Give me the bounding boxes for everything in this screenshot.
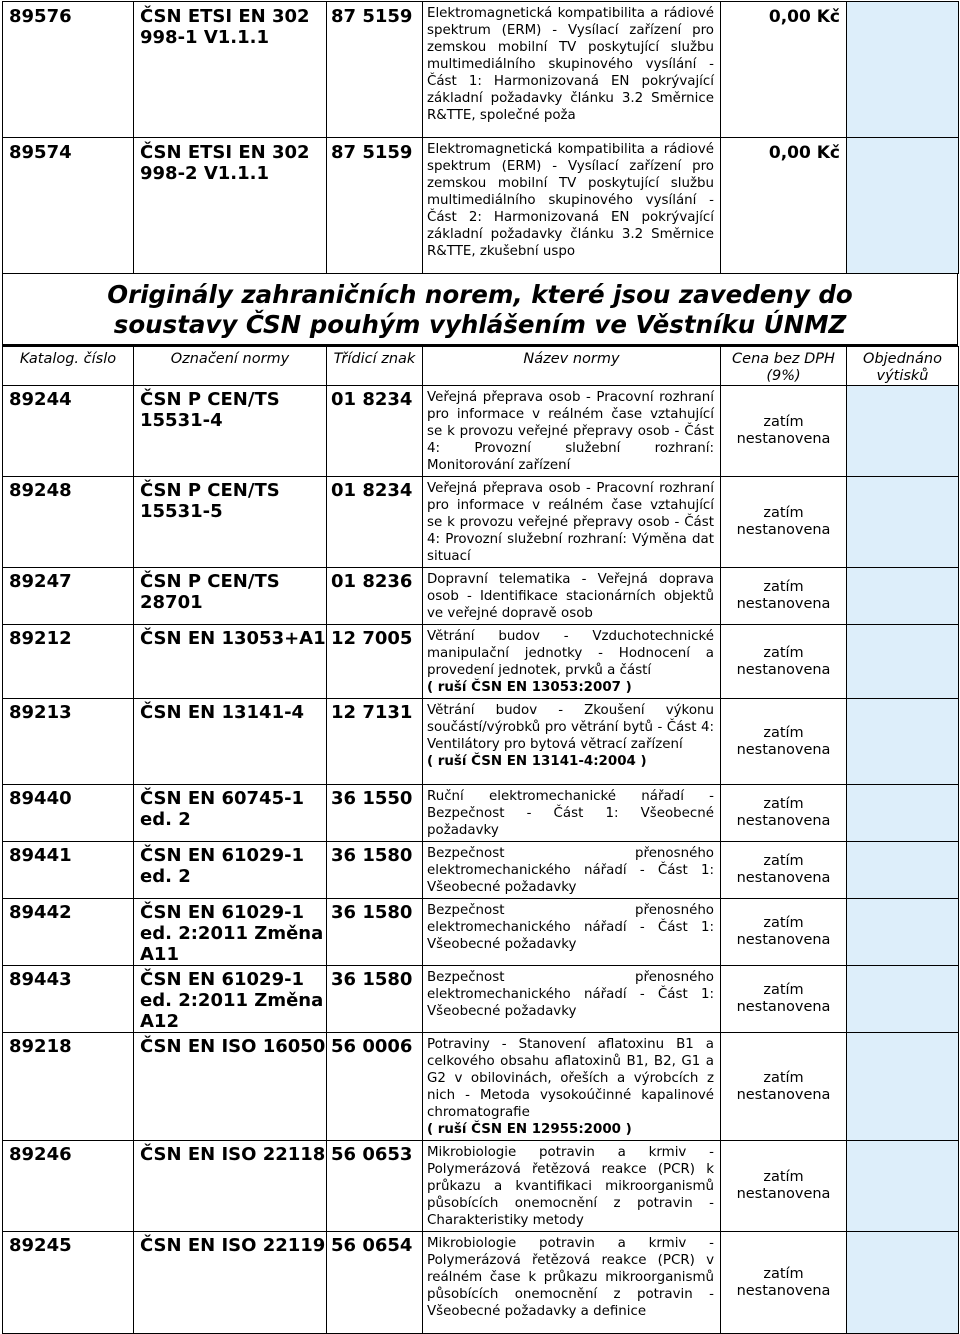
catalog-number: 89246 xyxy=(3,1141,134,1232)
standard-name: Mikrobiologie potravin a krmiv - Polymerázová řetězová reakce (PCR) k průkazu a kvantifikaci mikroorganismů působících onemocnění z potravin - Charakteristiky metody xyxy=(427,1145,714,1228)
classification-code: 87 5159 xyxy=(327,2,423,138)
table-header-row xyxy=(3,347,959,386)
price: zatím nestanovena xyxy=(721,386,847,477)
order-quantity-cell[interactable] xyxy=(847,477,959,568)
table-row xyxy=(3,899,959,966)
standard-designation: ČSN ETSI EN 302 998-2 V1.1.1 xyxy=(134,138,327,274)
table-row xyxy=(3,477,959,568)
classification-code: 01 8234 xyxy=(327,477,423,568)
standard-designation: ČSN EN 61029-1 ed. 2:2011 Změna A11 xyxy=(134,899,327,966)
order-quantity-cell[interactable] xyxy=(847,842,959,899)
standard-name-cell xyxy=(423,842,721,899)
order-quantity-cell[interactable] xyxy=(847,1232,959,1334)
standard-designation: ČSN P CEN/TS 15531-4 xyxy=(134,386,327,477)
order-quantity-cell[interactable] xyxy=(847,386,959,477)
catalog-number: 89441 xyxy=(3,842,134,899)
classification-code: 56 0654 xyxy=(327,1232,423,1334)
standard-name: Veřejná přeprava osob - Pracovní rozhraní pro informace v reálném čase vztahující se k provozu veřejné přepravy osob - Část 4: Provozní služební rozhraní: Výměna dat situací xyxy=(427,481,714,564)
table-row xyxy=(3,386,959,477)
section-heading: Originály zahraničních norem, které jsou zavedeny do soustavy ČSN pouhým vyhlášením ve Věstníku ÚNMZ xyxy=(2,274,958,346)
standard-designation: ČSN P CEN/TS 15531-5 xyxy=(134,477,327,568)
classification-code: 36 1580 xyxy=(327,899,423,966)
table-row xyxy=(3,1141,959,1232)
table-row xyxy=(3,966,959,1033)
standard-name: Bezpečnost přenosného elektromechanického nářadí - Část 1: Všeobecné požadavky xyxy=(427,846,714,895)
catalog-number: 89248 xyxy=(3,477,134,568)
standard-name-cell xyxy=(423,785,721,842)
classification-code: 12 7005 xyxy=(327,625,423,699)
price: 0,00 Kč xyxy=(721,138,847,274)
catalog-number: 89213 xyxy=(3,699,134,785)
price: zatím nestanovena xyxy=(721,477,847,568)
catalog-number: 89576 xyxy=(3,2,134,138)
order-quantity-cell[interactable] xyxy=(847,1141,959,1232)
standard-name-cell xyxy=(423,625,721,699)
standard-name: Potraviny - Stanovení aflatoxinu B1 a celkového obsahu aflatoxinů B1, B2, G1 a G2 v obilovinách, ořeších a výrobcích z nich - Metoda vysokoúčinné kapalinové chromatografie xyxy=(427,1037,714,1120)
standard-designation: ČSN EN ISO 22118 xyxy=(134,1141,327,1232)
standard-name: Elektromagnetická kompatibilita a rádiové spektrum (ERM) - Vysílací zařízení pro zemskou mobilní TV poskytující službu multimediálního skupinového vysílání - Část 1: Harmonizovaná EN pokrývající základní požadavky článku 3.2 Směrnice R&TTE, společné poža xyxy=(423,2,721,138)
column-header-designation: Označení normy xyxy=(134,347,327,386)
replaces-note: ( ruší ČSN EN 13053:2007 ) xyxy=(427,680,632,695)
column-header-name: Název normy xyxy=(423,347,721,386)
classification-code: 36 1580 xyxy=(327,966,423,1033)
catalog-number: 89218 xyxy=(3,1033,134,1141)
order-quantity-cell[interactable] xyxy=(847,899,959,966)
price: zatím nestanovena xyxy=(721,625,847,699)
standard-name: Veřejná přeprava osob - Pracovní rozhraní pro informace v reálném čase vztahující se k provozu veřejné přepravy osob - Část 4: Provozní služební rozhraní: Monitorování zařízení xyxy=(427,390,714,473)
table-row xyxy=(3,1033,959,1141)
catalog-number: 89244 xyxy=(3,386,134,477)
classification-code: 56 0006 xyxy=(327,1033,423,1141)
table-row xyxy=(3,699,959,785)
order-quantity-cell[interactable] xyxy=(847,568,959,625)
price: 0,00 Kč xyxy=(721,2,847,138)
price: zatím nestanovena xyxy=(721,966,847,1033)
classification-code: 01 8236 xyxy=(327,568,423,625)
price: zatím nestanovena xyxy=(721,1141,847,1232)
order-quantity-cell[interactable] xyxy=(847,966,959,1033)
standard-designation: ČSN EN 61029-1 ed. 2:2011 Změna A12 xyxy=(134,966,327,1033)
table-row xyxy=(3,138,959,274)
standard-name-cell xyxy=(423,1141,721,1232)
catalog-number: 89574 xyxy=(3,138,134,274)
standard-name: Bezpečnost přenosného elektromechanického nářadí - Část 1: Všeobecné požadavky xyxy=(427,903,714,952)
order-quantity-cell[interactable] xyxy=(847,785,959,842)
standard-name: Elektromagnetická kompatibilita a rádiové spektrum (ERM) - Vysílací zařízení pro zemskou mobilní TV poskytující službu multimediálního skupinového vysílání - Část 2: Harmonizovaná EN pokrývající základní požadavky článku 3.2 Směrnice R&TTE, zkušební uspo xyxy=(423,138,721,274)
catalog-number: 89443 xyxy=(3,966,134,1033)
standard-name-cell xyxy=(423,1033,721,1141)
catalog-number: 89245 xyxy=(3,1232,134,1334)
catalog-number: 89440 xyxy=(3,785,134,842)
column-header-order: Objednáno výtisků xyxy=(847,347,959,386)
order-quantity-cell[interactable] xyxy=(847,625,959,699)
standard-name-cell xyxy=(423,699,721,785)
price: zatím nestanovena xyxy=(721,842,847,899)
classification-code: 36 1580 xyxy=(327,842,423,899)
classification-code: 56 0653 xyxy=(327,1141,423,1232)
price: zatím nestanovena xyxy=(721,1033,847,1141)
catalog-number: 89247 xyxy=(3,568,134,625)
classification-code: 87 5159 xyxy=(327,138,423,274)
table-row xyxy=(3,785,959,842)
standard-name-cell xyxy=(423,899,721,966)
standard-designation: ČSN EN 13141-4 xyxy=(134,699,327,785)
standard-name-cell xyxy=(423,477,721,568)
standard-name: Větrání budov - Vzduchotechnické manipulační jednotky - Hodnocení a provedení jednotek, prvků a částí xyxy=(427,629,714,678)
standard-designation: ČSN EN ISO 16050 xyxy=(134,1033,327,1141)
table-row xyxy=(3,625,959,699)
price: zatím nestanovena xyxy=(721,785,847,842)
standard-name-cell xyxy=(423,1232,721,1334)
standard-name: Bezpečnost přenosného elektromechanického nářadí - Část 1: Všeobecné požadavky xyxy=(427,970,714,1019)
standard-name-cell xyxy=(423,568,721,625)
standard-designation: ČSN P CEN/TS 28701 xyxy=(134,568,327,625)
standard-name-cell xyxy=(423,966,721,1033)
classification-code: 01 8234 xyxy=(327,386,423,477)
catalog-number: 89442 xyxy=(3,899,134,966)
price: zatím nestanovena xyxy=(721,699,847,785)
standard-designation: ČSN EN 61029-1 ed. 2 xyxy=(134,842,327,899)
order-quantity-cell[interactable] xyxy=(847,699,959,785)
standard-name: Větrání budov - Zkoušení výkonu součástí/výrobků pro větrání bytů - Část 4: Ventilátory pro bytová větrací zařízení xyxy=(427,703,714,752)
standard-name: Mikrobiologie potravin a krmiv - Polymerázová řetězová reakce (PCR) v reálném čase k průkazu mikroorganismů působících onemocnění z potravin - Všeobecné požadavky a definice xyxy=(427,1236,714,1319)
order-quantity-cell[interactable] xyxy=(847,2,959,138)
standard-designation: ČSN ETSI EN 302 998-1 V1.1.1 xyxy=(134,2,327,138)
continued-standards-table xyxy=(2,1,959,274)
standard-name: Ruční elektromechanické nářadí - Bezpečnost - Část 1: Všeobecné požadavky xyxy=(427,789,714,838)
standard-name: Dopravní telematika - Veřejná doprava osob - Identifikace stacionárních objektů ve veřejné dopravě osob xyxy=(427,572,714,621)
standard-designation: ČSN EN ISO 22119 xyxy=(134,1232,327,1334)
table-row xyxy=(3,1232,959,1334)
price: zatím nestanovena xyxy=(721,899,847,966)
standards-table xyxy=(2,346,959,1334)
order-quantity-cell[interactable] xyxy=(847,1033,959,1141)
column-header-price: Cena bez DPH (9%) xyxy=(721,347,847,386)
table-row xyxy=(3,2,959,138)
standard-designation: ČSN EN 60745-1 ed. 2 xyxy=(134,785,327,842)
column-header-code: Třídicí znak xyxy=(327,347,423,386)
replaces-note: ( ruší ČSN EN 13141-4:2004 ) xyxy=(427,754,647,769)
classification-code: 36 1550 xyxy=(327,785,423,842)
standard-designation: ČSN EN 13053+A1 xyxy=(134,625,327,699)
order-quantity-cell[interactable] xyxy=(847,138,959,274)
price: zatím nestanovena xyxy=(721,1232,847,1334)
column-header-catalog: Katalog. číslo xyxy=(3,347,134,386)
catalog-number: 89212 xyxy=(3,625,134,699)
table-row xyxy=(3,842,959,899)
price: zatím nestanovena xyxy=(721,568,847,625)
replaces-note: ( ruší ČSN EN 12955:2000 ) xyxy=(427,1122,632,1137)
classification-code: 12 7131 xyxy=(327,699,423,785)
table-row xyxy=(3,568,959,625)
standard-name-cell xyxy=(423,386,721,477)
